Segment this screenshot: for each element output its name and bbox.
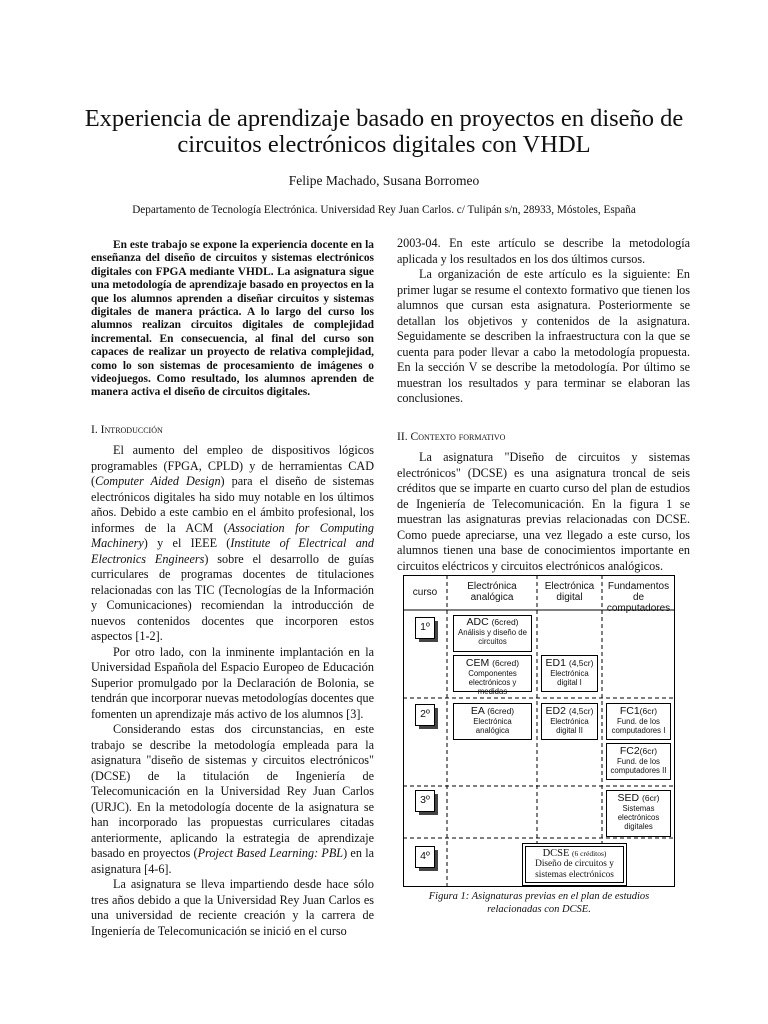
title-line-2: circuitos electrónicos digitales con VHDL <box>177 131 591 158</box>
section-1-title: Introducción <box>100 422 163 436</box>
subject-title <box>606 792 671 804</box>
subject-credits: (6cr) <box>642 793 660 803</box>
subject-title <box>453 616 532 628</box>
subject-dcse <box>525 848 624 881</box>
sec1-paragraph-4: La asignatura se lleva impartiendo desde hace sólo tres años debido a que la Universidad Rey Juan Carlos es una universidad de reciente creación y la carrera de Ingeniería de Telecomunicación se inició en el curso <box>91 877 374 938</box>
header-electronica-digital <box>537 581 602 603</box>
subject-desc: electrónicos y medidas <box>468 678 517 696</box>
subject-ed2 <box>541 705 598 735</box>
subject-name: ADC <box>466 616 489 628</box>
section-1-heading <box>91 422 374 438</box>
subject-title <box>453 705 532 717</box>
subject-name: FC1 <box>619 705 640 717</box>
subject-title <box>453 657 532 669</box>
italic-term: Association for Computing Machinery <box>91 520 374 551</box>
header-fundamentos-computadores <box>602 581 675 614</box>
figure-1-caption: Figura 1: Asignaturas previas en el plan de estudios relacionadas con DCSE. <box>428 891 650 915</box>
subject-cem <box>453 657 532 696</box>
header-electronica-analogica <box>447 581 537 603</box>
figure-1 <box>403 575 675 887</box>
text-span: ) sobre el desarrollo de guías curriculares de programas docentes de titulaciones relacionadas con las TIC (Tecnologías de la Información y Comunicaciones) recomiendan la introducción de nuevos contenidos docentes que incorporen estos aspectos [1-2]. <box>91 551 374 644</box>
right-column <box>397 236 690 574</box>
header-line: digital <box>556 592 583 603</box>
subject-desc: Electrónica <box>550 717 589 726</box>
subject-title <box>541 705 598 717</box>
subject-title <box>606 705 671 717</box>
sec1-paragraph-2: Por otro lado, con la inminente implantación en la Universidad Española del Espacio Europeo de Educación Superior promulgado por la Declaración de Bolonia, se tendrán que incorporar nuevas metodologías docentes que fomenten un aprendizaje más activo de los alumnos [3]. <box>91 644 374 721</box>
section-1-number: I. <box>91 422 101 436</box>
header-line: Electrónica <box>467 581 517 592</box>
subject-desc: circuitos <box>478 637 507 646</box>
subject-fc2 <box>606 745 671 775</box>
subject-adc <box>453 616 532 646</box>
right-paragraph-0: 2003-04. En este artículo se describe la metodología aplicada y los resultados en los dos últimos cursos. <box>397 236 690 266</box>
year-boxes <box>416 618 435 868</box>
subject-desc: computadores II <box>610 766 667 775</box>
subject-desc: Análisis y diseño de <box>458 628 527 637</box>
subject-desc: computadores I <box>611 726 666 735</box>
affiliation: Departamento de Tecnología Electrónica. Universidad Rey Juan Carlos. c/ Tulipán s/n, 28933, Móstoles, España <box>132 204 636 216</box>
subject-name: DCSE <box>542 848 570 859</box>
subject-title <box>606 745 671 757</box>
subject-sed <box>606 792 671 831</box>
subject-credits: (6 créditos) <box>572 849 607 858</box>
year-2-label: 2º <box>420 708 430 720</box>
header-line: Fundamentos <box>607 581 670 592</box>
subject-title <box>525 848 624 859</box>
italic-term: Computer Aided Design <box>95 474 221 489</box>
section-2-number: II. <box>397 429 411 443</box>
subject-name: ED1 <box>545 657 566 669</box>
subject-credits: (6cred) <box>492 658 520 668</box>
text-span: ) en la asignatura [4-6]. <box>91 846 375 876</box>
paper-title <box>60 106 708 158</box>
subject-credits: (6cred) <box>491 617 519 627</box>
year-1-label: 1º <box>420 621 430 633</box>
year-3-label: 3º <box>420 794 430 806</box>
abstract <box>91 239 374 400</box>
text-span: ) y el IEEE ( <box>143 536 231 551</box>
header-curso: curso <box>412 587 438 598</box>
left-column <box>91 239 374 939</box>
title-line-1: Experiencia de aprendizaje basado en proyectos en diseño de <box>84 105 684 132</box>
subject-desc: Sistemas <box>622 804 655 813</box>
header-line: analógica <box>470 592 514 603</box>
text-span: Considerando estas dos circunstancias, en este trabajo se describe la metodología empleada para la asignatura "diseño de sistemas y circuitos electrónicos" (DCSE) de la titulación de Ingeniería de Telecomunicación en la Universidad Rey Juan Carlos (URJC). En la metodología docente de la asignatura se han incorporado las propuestas curriculares citadas anteriormente, aplicando la estrategia de aprendizaje basado en proyectos ( <box>91 722 374 861</box>
subject-desc: Fund. de los <box>617 717 660 726</box>
subject-desc: Diseño de circuitos y <box>535 859 614 869</box>
sec1-paragraph-3 <box>91 722 374 877</box>
header-line: Electrónica <box>544 581 595 592</box>
subject-desc: sistemas electrónicos <box>535 870 614 880</box>
sec1-paragraph-1 <box>91 443 374 645</box>
subject-name: SED <box>617 792 640 804</box>
italic-term: Project Based Learning: PBL <box>197 846 344 861</box>
year-4-label: 4º <box>420 850 430 862</box>
right-paragraph-1: La organización de este artículo es la siguiente: En primer lugar se resume el contexto formativo que tienen los alumnos que cursan esta asignatura. Posteriormente se detallan los objetivos y contenidos de la asignatura. Seguidamente se describen la infraestructura con la que se cuenta para poder llevar a cabo la metodología propuesta. En la sección V se describe la metodología. Por último se muestran los resultados y para terminar se elaboran las conclusiones. <box>397 267 690 405</box>
subject-credits: (6cr) <box>639 706 658 716</box>
subject-credits: (6cred) <box>487 706 515 716</box>
subject-fc1 <box>606 705 671 735</box>
section-2-heading <box>397 429 690 445</box>
subject-credits: (6cr) <box>639 746 658 756</box>
subject-ea <box>453 705 532 735</box>
subject-name: EA <box>470 705 485 717</box>
year-box-shadows <box>419 621 438 871</box>
subject-name: CEM <box>465 657 490 669</box>
section-2-title: Contexto formativo <box>410 429 506 443</box>
subject-name: ED2 <box>545 705 566 717</box>
authors: Felipe Machado, Susana Borromeo <box>288 173 480 188</box>
italic-term: Institute of Electrical and Electronics Engineers <box>91 536 374 566</box>
subject-name: FC2 <box>619 745 640 757</box>
subject-credits: (4,5cr) <box>568 658 594 668</box>
header-line: de computadores <box>606 592 671 614</box>
subject-desc: digitales <box>624 822 653 831</box>
subject-desc: Electrónica <box>550 669 589 678</box>
subject-credits: (4,5cr) <box>568 706 594 716</box>
sec2-paragraph-1: La asignatura "Diseño de circuitos y sistemas electrónicos" (DCSE) es una asignatura troncal de seis créditos que se imparte en cuarto curso del plan de estudios de Ingeniería de Telecomunicación. En la figura 1 se muestran las asignaturas previas relacionadas con DCSE. Como puede apreciarse, una vez llegado a este curso, los alumnos tienen una base de conocimientos importante en circuitos eléctricos y circuitos electrónicos analógicos. <box>397 450 690 573</box>
subject-desc: Fund. de los <box>617 757 660 766</box>
text-span: ) para el diseño de sistemas electrónicos digitales ha sido muy notable en los últimos años. Debido a este cambio en el ámbito profesional, los informes de la ACM ( <box>91 474 374 535</box>
subject-desc: analógica <box>475 726 510 735</box>
subject-desc: Electrónica <box>473 717 512 726</box>
text-span: El aumento del empleo de dispositivos lógicos programables (FPGA, CPLD) y de herramientas CAD ( <box>91 443 374 489</box>
subject-desc: electrónicos <box>617 813 660 822</box>
subject-title <box>541 657 598 669</box>
subject-desc: digital II <box>556 726 583 735</box>
subject-desc: digital I <box>557 678 582 687</box>
subject-ed1 <box>541 657 598 687</box>
subject-desc: Componentes <box>468 669 517 678</box>
abstract-text: En este trabajo se expone la experiencia docente en la enseñanza del diseño de circuitos y sistemas electrónicos digitales con FPGA mediante VHDL. La asignatura sigue una metodología de aprendizaje basado en proyectos en la que los alumnos aprenden a diseñar circuitos y sistemas digitales de manera práctica. A lo largo del curso los alumnos realizan circuitos digitales de complejidad incremental. En consecuencia, al final del curso son capaces de realizar un proyecto de relativa complejidad, como lo son sistemas de procesamiento de imágenes o videojuegos. Como resultado, los alumnos aprenden de manera activa el diseño de circuitos digitales. <box>91 239 374 399</box>
